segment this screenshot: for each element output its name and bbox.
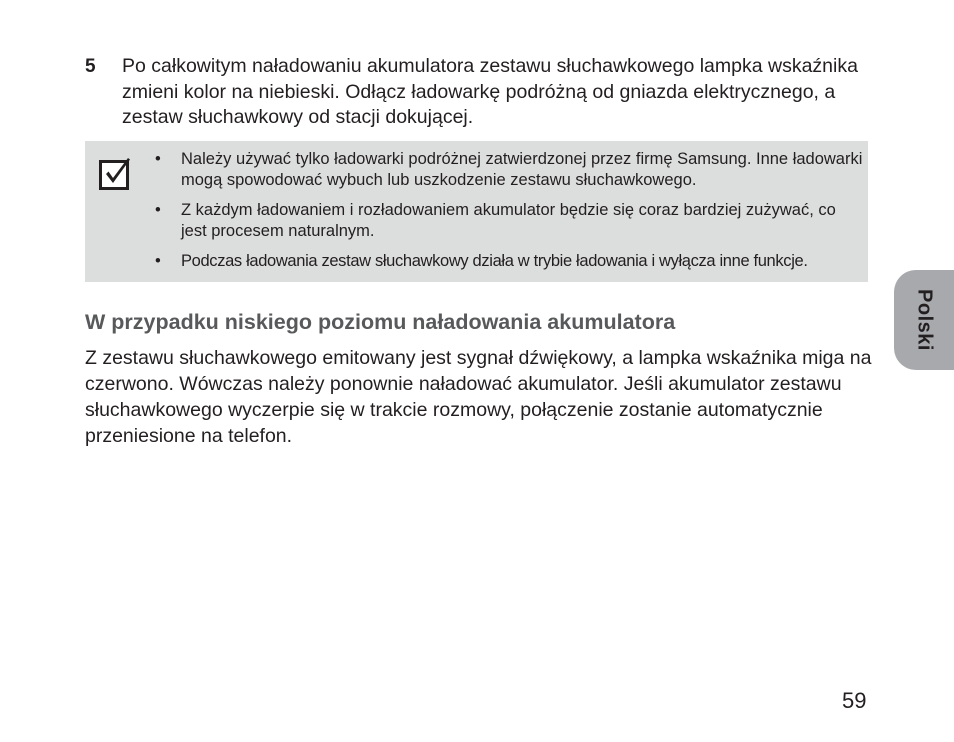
note-list: [155, 149, 863, 281]
language-tab-label: Polski: [913, 289, 936, 351]
note-item-text: Należy używać tylko ładowarki podróżnej zatwierdzonej przez firmę Samsung. Inne ładowarki mogą spowodować wybuch lub uszkodzenie zestawu słuchawkowego.: [181, 150, 863, 189]
section-heading: W przypadku niskiego poziomu naładowania akumulatora: [85, 310, 676, 334]
note-item: [155, 200, 863, 242]
note-item-text: Z każdym ładowaniem i rozładowaniem akumulator będzie się coraz bardziej zużywać, co jest procesem naturalnym.: [181, 201, 836, 240]
note-item-text: Podczas ładowania zestaw słuchawkowy działa w trybie ładowania i wyłącza inne funkcje.: [181, 252, 808, 270]
bullet: •: [155, 201, 161, 219]
note-item: [155, 251, 863, 272]
bullet: •: [155, 252, 161, 270]
note-box: [85, 141, 868, 282]
checkbox-checked-icon: [99, 158, 133, 192]
note-item: [155, 149, 863, 191]
step-number: 5: [85, 56, 96, 77]
step-text: Po całkowitym naładowaniu akumulatora zestawu słuchawkowego lampka wskaźnika zmieni kolor na niebieski. Odłącz ładowarkę podróżną od gniazda elektrycznego, a zestaw słuchawkowy od stacji dokującej.: [122, 55, 858, 128]
bullet: •: [155, 150, 161, 168]
page-number: 59: [842, 688, 867, 713]
section-body: Z zestawu słuchawkowego emitowany jest sygnał dźwiękowy, a lampka wskaźnika miga na czerwono. Wówczas należy ponownie naładować akumulator. Jeśli akumulator zestawu słuchawkowego wyczerpie się w trakcie rozmowy, połączenie zostanie automatycznie przeniesione na telefon.: [85, 347, 872, 447]
